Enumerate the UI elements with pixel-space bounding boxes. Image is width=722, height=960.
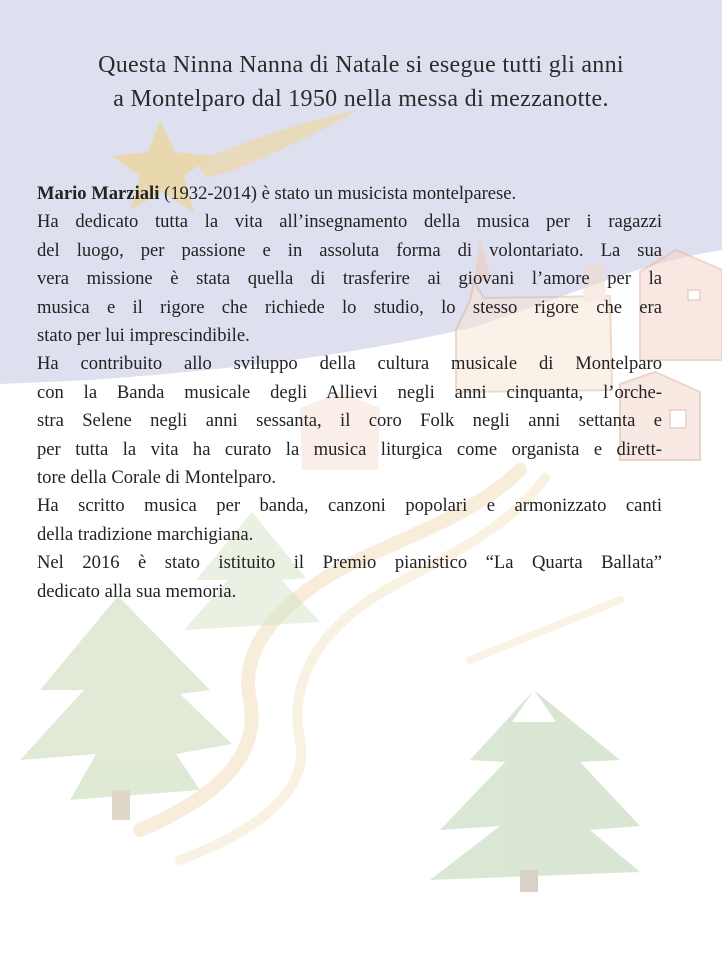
bio-line: stato per lui imprescindibile. xyxy=(37,325,250,347)
fir-tree-center-icon xyxy=(430,690,640,892)
bio-line: stra Selene negli anni sessanta, il coro Folk negli anni settanta e xyxy=(37,410,662,432)
bio-first-line xyxy=(37,180,662,208)
headline xyxy=(0,48,722,116)
bio-line: dedicato alla sua memoria. xyxy=(37,580,237,602)
headline-line-1: Questa Ninna Nanna di Natale si esegue tutti gli anni xyxy=(98,52,624,78)
bio-first-line-rest: (1932-2014) è stato un musicista montelparese. xyxy=(159,183,517,204)
bio-line: vera missione è stata quella di trasferire ai giovani l’amore per la xyxy=(37,268,662,290)
musician-name: Mario Marziali xyxy=(37,183,160,204)
bio-line: Ha dedicato tutta la vita all’insegnamento della musica per i ragazzi xyxy=(37,211,662,233)
bio-line: per tutta la vita ha curato la musica liturgica come organista e dirett- xyxy=(37,438,662,460)
biography-text xyxy=(37,180,662,606)
bio-line: del luogo, per passione e in assoluta forma di volontariato. La sua xyxy=(37,239,662,261)
headline-line-2: a Montelparo dal 1950 nella messa di mezzanotte. xyxy=(113,86,609,112)
bio-line: Nel 2016 è stato istituito il Premio pianistico “La Quarta Ballata” xyxy=(37,552,662,574)
fir-tree-left-icon xyxy=(20,596,232,820)
bio-line: Ha scritto musica per banda, canzoni popolari e armonizzato canti xyxy=(37,495,662,517)
bio-line: tore della Corale di Montelparo. xyxy=(37,467,277,489)
bio-line: Ha contribuito allo sviluppo della cultura musicale di Montelparo xyxy=(37,353,662,375)
bio-line: della tradizione marchigiana. xyxy=(37,523,254,545)
bio-line: con la Banda musicale degli Allievi negli anni cinquanta, l’orche- xyxy=(37,381,662,403)
bio-line: musica e il rigore che richiede lo studio, lo stesso rigore che era xyxy=(37,296,662,318)
